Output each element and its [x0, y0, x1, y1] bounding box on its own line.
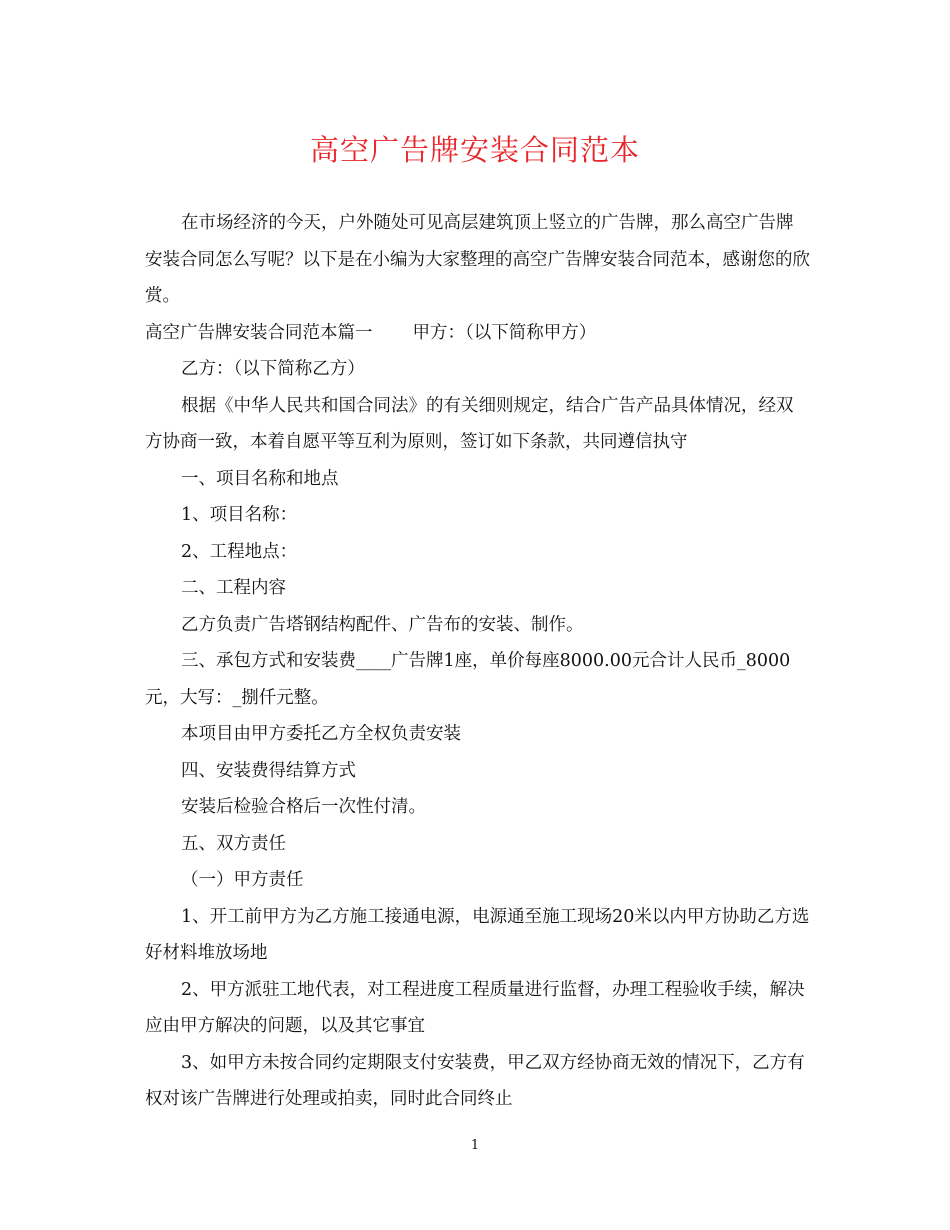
- item-1: 1、项目名称：: [181, 505, 298, 525]
- heading-3: 三、承包方式和安装费____广告牌1座，单价每座8000.00元合计人民币_8000元，大写：_捌仟元整。: [145, 651, 791, 708]
- sub-heading-1: （一）甲方责任: [181, 870, 304, 890]
- intro-paragraph: 在市场经济的今天，户外随处可见高层建筑顶上竖立的广告牌，那么高空广告牌安装合同怎么写呢？以下是在小编为大家整理的高空广告牌安装合同范本，感谢您的欣赏。: [145, 213, 810, 306]
- page-number: 1: [470, 1138, 480, 1153]
- duty-2: 2、甲方派驻工地代表，对工程进度工程质量进行监督，办理工程验收手续，解决应由甲方解决的问题，以及其它事宜: [145, 979, 805, 1036]
- duty-1: 1、开工前甲方为乙方施工接通电源，电源通至施工现场20米以内甲方协助乙方选好材料堆放场地: [145, 906, 810, 963]
- document-title: 高空广告牌安装合同范本: [309, 133, 640, 167]
- heading-5: 五、双方责任: [181, 833, 286, 854]
- entrust-paragraph: 本项目由甲方委托乙方全权负责安装: [181, 724, 461, 744]
- duty-3: 3、如甲方未按合同约定期限支付安装费，甲乙双方经协商无效的情况下，乙方有权对该广告牌进行处理或拍卖，同时此合同终止: [145, 1052, 805, 1109]
- party-a: 甲方：（以下简称甲方）: [412, 322, 597, 343]
- settle-paragraph: 安装后检验合格后一次性付清。: [181, 797, 426, 817]
- heading-4: 四、安装费得结算方式: [181, 760, 356, 781]
- heading-2: 二、工程内容: [181, 578, 286, 598]
- party-b: 乙方：（以下简称乙方）: [181, 359, 365, 379]
- heading-1: 一、项目名称和地点: [181, 468, 339, 489]
- section-title-line: [145, 315, 810, 352]
- basis-paragraph: 根据《中华人民共和国合同法》的有关细则规定，结合广告产品具体情况，经双方协商一致，本着自愿平等互利为原则，签订如下条款，共同遵信执守: [145, 395, 794, 452]
- item-2: 2、工程地点：: [181, 541, 298, 562]
- section-title: 高空广告牌安装合同范本篇一: [145, 322, 373, 343]
- document-body: [145, 205, 810, 1118]
- content-paragraph: 乙方负责广告塔钢结构配件、广告布的安装、制作。: [181, 614, 584, 635]
